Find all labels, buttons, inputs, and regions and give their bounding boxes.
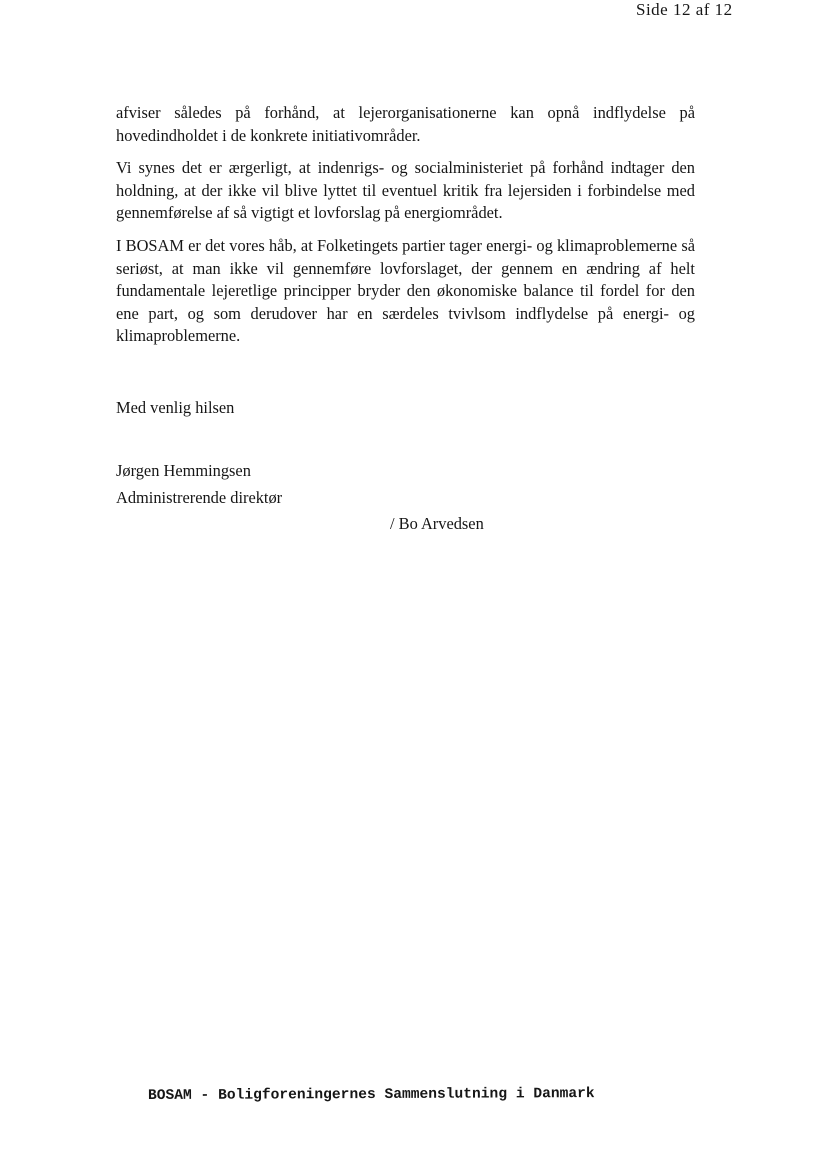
signer-name: Jørgen Hemmingsen [116, 461, 251, 480]
organization-footer: BOSAM - Boligforeningernes Sammenslutning i Danmark [147, 1086, 595, 1104]
signer-title: Administrerende direktør [116, 488, 283, 507]
closing-salutation: Med venlig hilsen [116, 398, 235, 417]
letter-body [116, 102, 695, 358]
paragraph: Vi synes det er ærgerligt, at indenrigs- og socialministeriet på forhånd indtager den holdning, at der ikke vil blive lyttet til eventuel kritik fra lejersiden i forbindelse med gennemførelse af så vigtigt et lovforslag på energiområdet. [116, 158, 695, 223]
paragraph: afviser således på forhånd, at lejerorganisationerne kan opnå indflydelse på hovedindholdet i de konkrete initiativområder. [116, 103, 695, 145]
paragraph: I BOSAM er det vores håb, at Folketingets partier tager energi- og klimaproblemerne så seriøst, at man ikke vil gennemføre lovforslaget, der gennem en ændring af helt fundamentale lejeretlige principper bryder den økonomiske balance til fordel for den ene part, og som derudover har en særdeles tvivlsom indflydelse på energi- og klimaproblemerne. [116, 235, 695, 346]
signed-by: / Bo Arvedsen [390, 514, 484, 533]
page-number: Side 12 af 12 [636, 0, 733, 18]
